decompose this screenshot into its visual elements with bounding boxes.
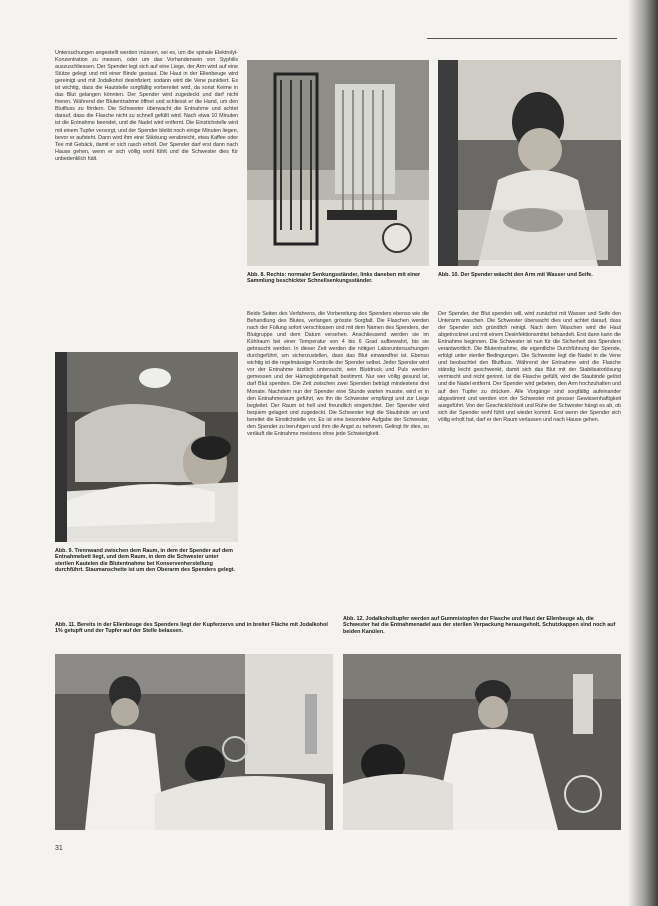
rack-photo xyxy=(247,60,429,266)
paragraph: Untersuchungen angestellt werden müssen, sei es, um die spinale Elektrolyt-Konzentration zu messen, oder um das Vorhandensein von Syphilis auszuschliessen. Der Spender legt sich auf eine Liege, der Arm wird auf eine Stütze gelegt und mit einer Binde gestaut. Die Haut in der Ellenbeuge wird gereinigt und mit Jodalkohol desinfiziert; sodann wird die Vene punktiert. Es ist wichtig, dass die Hautstelle sorgfältig vorbereitet wird, da sonst Keime in das Blut gelangen könnten. Der Spender wird zugedeckt und darf nicht frieren. Während der Blutentnahme öffnet und schliesst er die Hand, um den Blutfluss zu fördern. Die Schwester überwacht die Entnahme und achtet darauf, dass die Flasche nicht zu schnell gefüllt wird. Nach etwa 10 Minuten ist die Entnahme beendet, und die Nadel wird entfernt. Die Einstichstelle wird mit einem Tupfer versorgt, und der Spender bleibt noch einige Minuten liegen, bevor er aufsteht. Dann wird ihm eine Stärkung verabreicht, etwa Kaffee oder Tee mit Gebäck, damit er sich rasch erholt. Der Spender darf erst dann nach Hause gehen, wenn er sich völlig wohl fühlt und die Schwester dies für unbedenklich hält. xyxy=(55,50,238,162)
paragraph: Beide Seiten des Verfahrens, die Vorbereitung des Spenders ebenso wie die Behandlung des Blutes, verlangen grösste Sorgfalt. Die Flaschen werden nach der Füllung sofort verschlossen und mit dem Namen des Spenders, der Blutgruppe und dem Datum versehen. Anschliessend werden sie im Kühlraum bei einer Temperatur von 4 bis 6 Grad aufbewahrt, bis sie gebraucht werden. In dieser Zeit werden die nötigen Laboruntersuchungen durchgeführt, um sicherzustellen, dass das Blut einwandfrei ist. Ebenso wichtig ist die regelmässige Kontrolle der Spender selbst. Jeder Spender wird vor der Entnahme ärztlich untersucht, sein Blutdruck und Puls werden gemessen und der Hämoglobingehalt bestimmt. Nur wer völlig gesund ist, darf Blut spenden. Die Zeit zwischen zwei Spenden beträgt mindestens drei Monate. Nachdem nun der Spender eine Stunde warten musste, wird er in den Entnahmeraum geführt, wo ihn die Schwester empfängt und zur Liege begleitet. Der Raum ist hell und freundlich eingerichtet. Der Spender wird bequem gelagert und zugedeckt. Die Schwester legt die Staubinde an und bereitet die Einstichstelle vor. Es ist eine besondere Aufgabe der Schwester, den Spender zu beruhigen und ihm die Angst zu nehmen. Gelingt ihr dies, so verläuft die Entnahme meistens ohne jede Schwierigkeit. xyxy=(247,311,429,437)
caption-abb8: Abb. 8. Rechts: normaler Senkungsständer, links daneben mit einer Sammlung beschickter Schnellsenkungsständer. xyxy=(247,272,421,285)
caption-abb11: Abb. 11. Bereits in der Ellenbeuge des Spenders liegt der Kupferzervs und in breiter Fläche mit Jodalkohol 1% getupft und der Tupfer auf der Stelle belassen. xyxy=(55,622,328,635)
washing-arm-photo xyxy=(438,60,621,266)
body-text-column-1 xyxy=(55,50,238,340)
body-text-column-3 xyxy=(438,311,621,614)
caption-abb10: Abb. 10. Der Spender wäscht den Arm mit Wasser und Seife. xyxy=(438,272,593,278)
nurse-bottle-photo xyxy=(343,654,621,830)
body-text-column-2 xyxy=(247,311,429,614)
page-number: 31 xyxy=(55,845,63,852)
paragraph: Der Spender, der Blut spenden will, wird zunächst mit Wasser und Seife den Unterarm waschen. Die Schwester überwacht dies und achtet darauf, dass der Spender sich gründlich reinigt. Nach dem Waschen wird die Haut abgetrocknet und mit einem Desinfektionsmittel behandelt. Erst dann kann die Entnahme beginnen. Die Schwester ist nun für die Sicherheit des Spenders verantwortlich. Die Blutentnahme, die eigentliche Durchführung der Spende, erfolgt unter steriler Bedingungen. Die Schwester legt die Nadel in die Vene und beobachtet den Blutfluss. Während der Entnahme wird die Flasche ständig leicht geschwenkt, damit sich das Blut mit der Stabilisatorlösung vermischt und nicht gerinnt. Ist die Flasche gefüllt, wird die Staubinde gelöst und die Nadel entfernt. Der Spender wird gebeten, den Arm hochzuhalten und auf den Tupfer zu drücken. Alle Vorgänge sind sorgfältig aufeinander abgestimmt und werden von der Schwester mit grosser Gewissenhaftigkeit ausgeführt. Von der Geschicklichkeit und Ruhe der Schwester hängt es ab, ob sich der Spender wohl fühlt und wieder kommt. Erst wenn der Spender sich völlig erholt hat, darf er den Raum verlassen und nach Hause gehen. xyxy=(438,311,621,423)
caption-abb12: Abb. 12. Jodalkoholtupfer werden auf Gummistopfen der Flasche und Haut der Ellenbeuge ab, die Schwester hat die Entnahmenadel aus der sterilen Verpackung herausgeholt, Schutzkappen sind noch auf beiden Kanülen. xyxy=(343,616,616,635)
page-edge-shadow xyxy=(628,0,658,906)
caption-abb9: Abb. 9. Trennwand zwischen dem Raum, in dem der Spender auf dem Entnahmebett liegt, und dem Raum, in dem die Schwester unter sterilen Kautelen die Blutentnahme bei Konservenherstellung durchführt. Staumanschette ist um den Oberarm des Spenders gelegt. xyxy=(55,548,236,574)
header-rule xyxy=(427,38,617,39)
nurse-prep-photo xyxy=(55,654,333,830)
donor-lying-photo xyxy=(55,352,238,542)
